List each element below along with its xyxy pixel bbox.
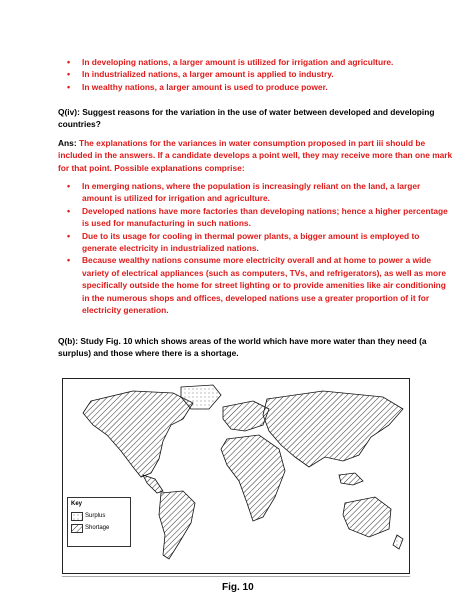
question-iv: Q(iv): Suggest reasons for the variation in the use of water between developed and developing countries? (58, 107, 435, 130)
australia-landmass (343, 497, 391, 537)
answer-paragraph (58, 137, 458, 174)
bullet-icon: • (67, 69, 71, 80)
list-item: • In developing nations, a larger amount is utilized for irrigation and agriculture. (67, 57, 394, 67)
question-b: Q(b): Study Fig. 10 which shows areas of the world which have more water than they need (a surplus) and those where there is a shortage. (58, 336, 427, 359)
answer-text: The explanations for the variances in water consumption proposed in part iii should be included in the answers. If a candidate develops a point well, they may receive more than one mark for that point. Possible explanations comprise: (58, 138, 453, 173)
key-title: Key (71, 501, 83, 507)
map-key: Key Surplus Shortage (67, 497, 131, 547)
north-america-landmass (83, 391, 193, 477)
figure-caption: Fig. 10 (222, 582, 254, 593)
water-use-bullet-list (67, 56, 452, 93)
bullet-icon: • (67, 57, 71, 67)
bullet-icon: • (67, 181, 71, 191)
central-america-landmass (143, 475, 163, 493)
list-item: • In emerging nations, where the population is increasingly reliant on the land, a larger amount is utilized for irrigation and agriculture. (67, 181, 421, 204)
surplus-swatch-icon (71, 512, 83, 521)
bullet-icon: • (67, 81, 71, 92)
list-item: • In wealthy nations, a larger amount is used to produce power. (67, 81, 328, 92)
list-item: • Because wealthy nations consume more electricity overall and at home to power a wide variety of electrical appliances (such as computers, TVs, and refrigerators), as well as more specifically outside the home for street lighting or to provide amenities like air conditioning in the numerous shops and offices, developed nations use a greater proportion of it for electricity generation. (67, 255, 446, 316)
shortage-swatch-icon (71, 524, 83, 533)
south-america-landmass (159, 491, 195, 559)
figure-divider (62, 576, 410, 577)
bullet-icon: • (67, 255, 71, 266)
list-item: • Developed nations have more factories than developing nations; hence a higher percentage is used for manufacturing in such nations. (67, 205, 448, 229)
explanations-list (67, 180, 452, 316)
new-zealand-landmass (393, 535, 403, 549)
southeast-asia-islands (339, 473, 363, 485)
europe-landmass (223, 401, 269, 431)
bullet-icon: • (67, 205, 71, 216)
asia-landmass (263, 391, 403, 467)
list-item: • In industrialized nations, a larger amount is applied to industry. (67, 69, 334, 80)
africa-landmass (221, 435, 285, 521)
list-item: • Due to its usage for cooling in thermal power plants, a bigger amount is employed to generate electricity in industrialized nations. (67, 230, 420, 254)
answer-label: Ans: (58, 138, 77, 148)
world-water-map (62, 378, 410, 574)
bullet-icon: • (67, 230, 71, 241)
